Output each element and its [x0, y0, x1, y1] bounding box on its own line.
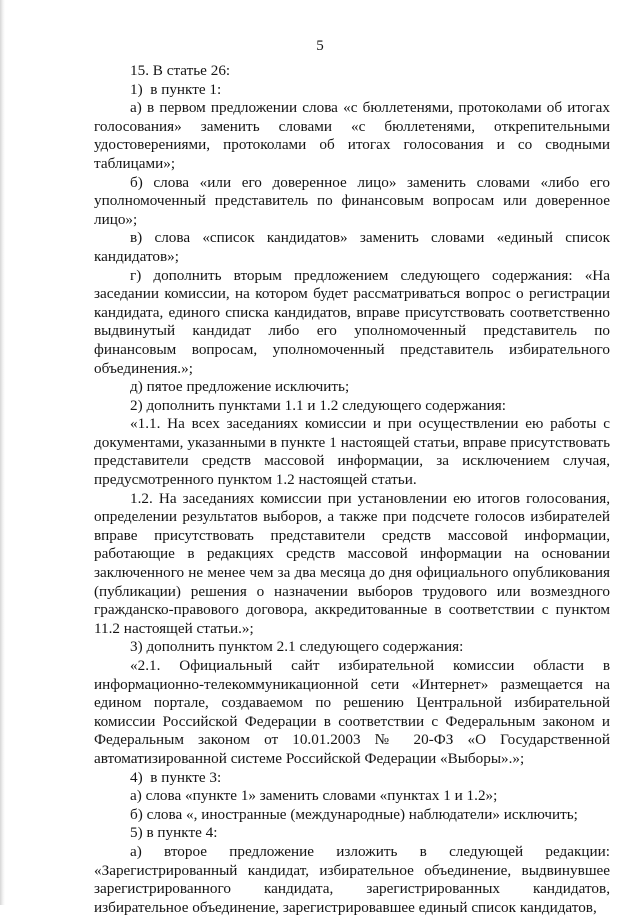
- paragraph-article-26: 15. В статье 26:: [130, 62, 231, 79]
- paragraph-item-1b: б) слова «или его доверенное лицо» заменить словами «либо его уполномоченный представитель по финансовым вопросам или доверенное лицо»;: [94, 173, 610, 228]
- paragraph-item-1: 1) в пункте 1:: [130, 80, 222, 98]
- paragraph-item-1a: а) в первом предложении слова «с бюллетенями, протоколами об итогах голосования» заменить словами «с бюллетенями, открепительными удостоверениями, протоколами об итогах голосования и со сводными таблицами»;: [94, 99, 610, 172]
- paragraph-item-4b: б) слова «, иностранные (международные) наблюдатели» исключить;: [130, 805, 578, 823]
- paragraph-item-1g: г) дополнить вторым предложением следующего содержания: «На заседании комиссии, на котором будет рассматриваться вопрос о регистрации кандидата, единого списка кандидатов, вправе присутствовать соответственно выдвинутый кандидат либо его уполномоченный представитель по финансовым вопросам, уполномоченный представитель избирательного объединения.»;: [94, 266, 610, 377]
- paragraph-point-2-1: «2.1. Официальный сайт избирательной комиссии области в информационно-телекоммуникационной сети «Интернет» размещается на едином портале, создаваемом по решению Центральной избирательной комиссии Российской Федерации в соответствии с Федеральным законом и Федеральным законом от 10.01.2003 № 20-ФЗ «О Государственной автоматизированной системе Российской Федерации «Выборы».»;: [94, 657, 610, 767]
- document-body: [94, 62, 610, 917]
- paragraph-item-4a: а) слова «пункте 1» заменить словами «пунктах 1 и 1.2»;: [130, 787, 498, 805]
- paragraph-item-5a: а) второе предложение изложить в следующей редакции: «Зарегистрированный кандидат, избирательное объединение, выдвинувшее зарегистрированного кандидата, зарегистрированных кандидатов, избирательное объединение, зарегистрировавшее единый список кандидатов,: [94, 842, 610, 916]
- paragraph-item-4: 4) в пункте 3:: [130, 768, 222, 786]
- paragraph-item-5: 5) в пункте 4:: [130, 824, 218, 842]
- paragraph-item-2: 2) дополнить пунктами 1.1 и 1.2 следующего содержания:: [130, 396, 506, 414]
- page-number: 5: [316, 38, 324, 54]
- paragraph-point-1-2: 1.2. На заседаниях комиссии при установлении ею итогов голосования, определении результатов выборов, а также при подсчете голосов избирателей вправе присутствовать представители средств массовой информации, работающие в редакциях средств массовой информации на основании заключенного не менее чем за два месяца до дня официального опубликования (публикации) решения о назначении выборов трудового или возмездного гражданско-правового договора, аккредитованные в соответствии с пунктом 11.2 настоящей статьи.»;: [94, 489, 610, 637]
- paragraph-item-3: 3) дополнить пунктом 2.1 следующего содержания:: [130, 638, 464, 656]
- paragraph-item-1v: в) слова «список кандидатов» заменить словами «единый список кандидатов»;: [94, 229, 610, 265]
- paragraph-item-1d: д) пятое предложение исключить;: [130, 378, 350, 396]
- paragraph-point-1-1: «1.1. На всех заседаниях комиссии и при осуществлении ею работы с документами, указанными в пункте 1 настоящей статьи, вправе присутствовать представители средств массовой информации, за исключением случая, предусмотренного пунктом 1.2 настоящей статьи.: [94, 415, 610, 489]
- scan-edge-shadow: [0, 0, 5, 905]
